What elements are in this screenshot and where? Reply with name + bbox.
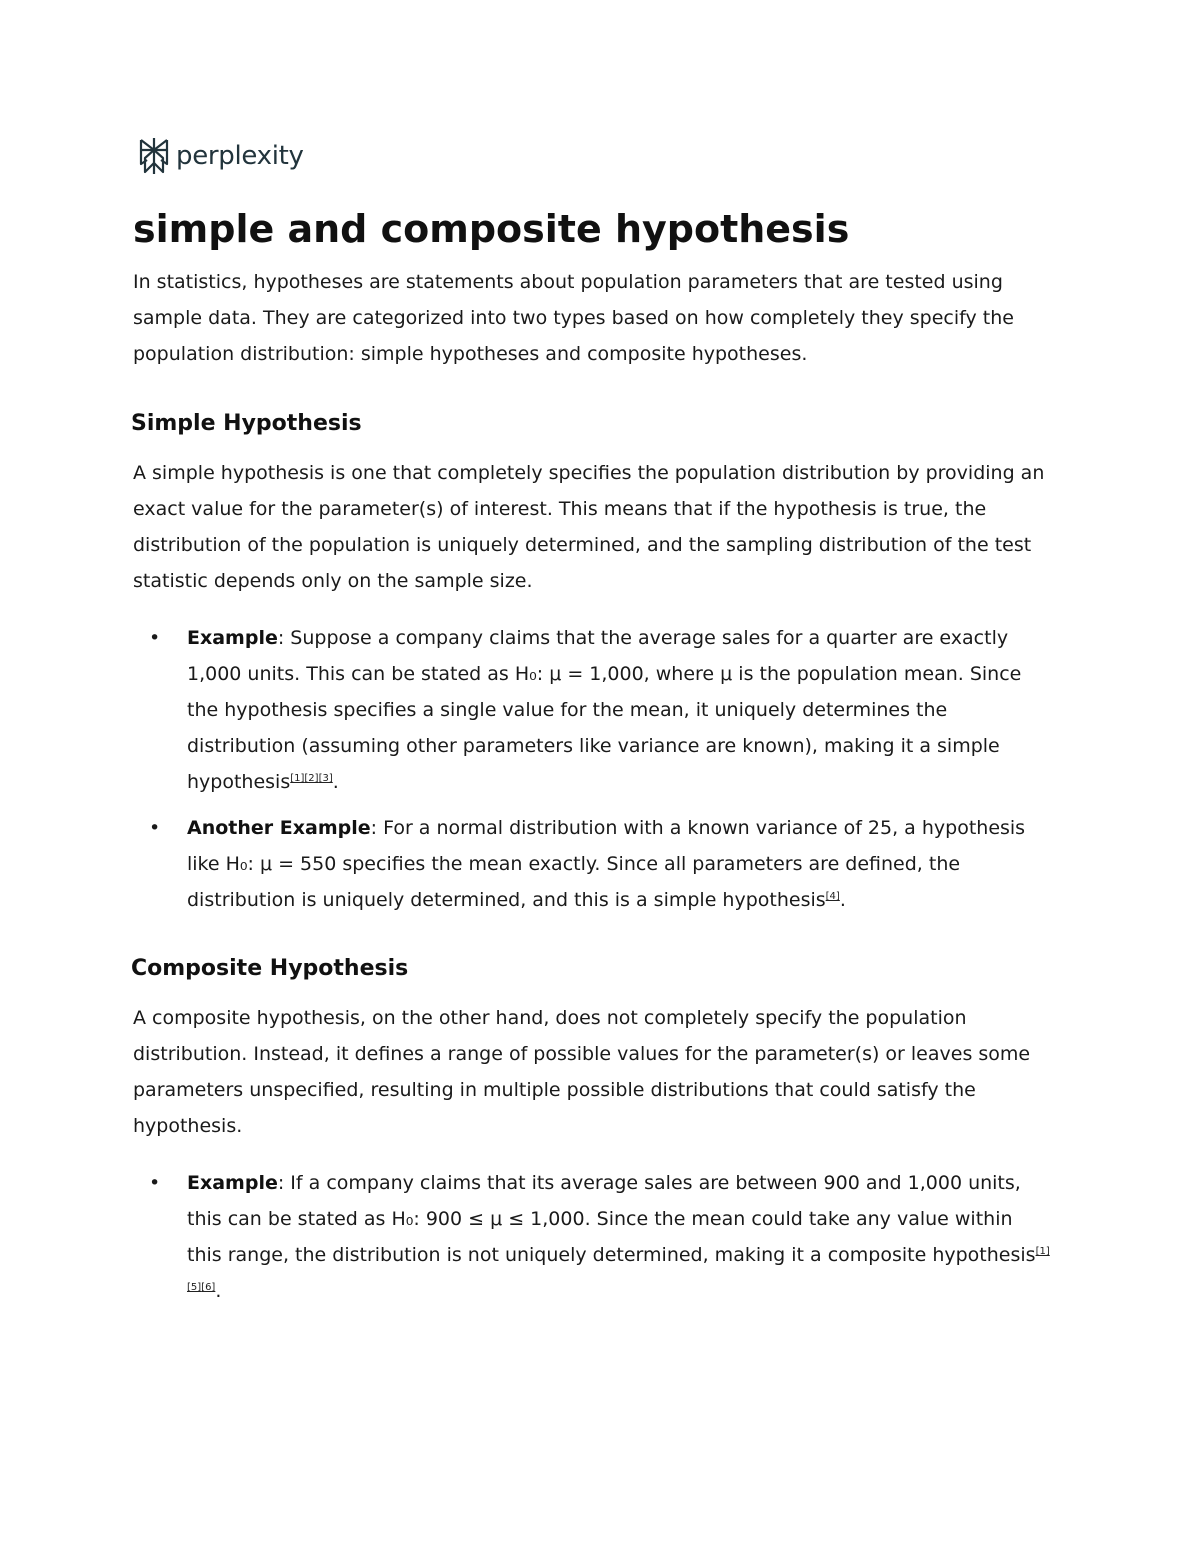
bullet-text: : For a normal distribution with a known variance of 25, a hypothesis like H₀: μ = 550 specifies the mean exactly. Since all parameters are defined, the distribution is uniquely determined, and this is a simple hypothesis: [187, 817, 1026, 911]
bullet-end: .: [839, 889, 846, 911]
section-heading-composite: Composite Hypothesis: [131, 956, 409, 981]
bullet-text: : Suppose a company claims that the average sales for a quarter are exactly 1,000 units. This can be stated as H₀: μ = 1,000, where μ is the population mean. Since the hypothesis specifies a single value for the mean, it uniquely determines the distribution (assuming other parameters like variance are known), making it a simple hypothesis: [187, 627, 1022, 793]
citation-link[interactable]: [2]: [304, 773, 319, 784]
page-title: simple and composite hypothesis: [133, 207, 850, 251]
list-item: [133, 810, 1053, 918]
list-item: [133, 1165, 1053, 1309]
citation-link[interactable]: [3]: [318, 773, 333, 784]
list-item: [133, 620, 1053, 800]
citation-group: [290, 773, 333, 784]
perplexity-logo-icon: [137, 136, 171, 176]
citation-link[interactable]: [6]: [201, 1282, 216, 1293]
bullet-list-simple: [133, 620, 1053, 928]
citation-link[interactable]: [5]: [187, 1282, 202, 1293]
section-body-simple: A simple hypothesis is one that completely specifies the population distribution by providing an exact value for the parameter(s) of interest. This means that if the hypothesis is true, the distribution of the population is uniquely determined, and the sampling distribution of the test statistic depends only on the sample size.: [133, 462, 1045, 592]
citation-link[interactable]: [1]: [290, 773, 305, 784]
section-heading-simple: Simple Hypothesis: [131, 411, 362, 436]
bullet-text: : If a company claims that its average sales are between 900 and 1,000 units, this can be stated as H₀: 900 ≤ μ ≤ 1,000. Since the mean could take any value within this range, the distribution is not uniquely determined, making it a composite hypothesis: [187, 1172, 1036, 1266]
bullet-dot: •: [149, 1172, 161, 1194]
brand-logo: [137, 135, 304, 177]
citation-link[interactable]: [4]: [825, 891, 840, 902]
bullet-label: Another Example: [187, 817, 371, 839]
citation-link[interactable]: [1]: [1035, 1246, 1050, 1257]
citation-group: [826, 891, 840, 902]
bullet-label: Example: [187, 1172, 278, 1194]
intro-paragraph: In statistics, hypotheses are statements about population parameters that are tested using sample data. They are categorized into two types based on how completely they specify the population distribution: simple hypotheses and composite hypotheses.: [133, 271, 1014, 365]
section-body-composite: A composite hypothesis, on the other hand, does not completely specify the population distribution. Instead, it defines a range of possible values for the parameter(s) or leaves some parameters unspecified, resulting in multiple possible distributions that could satisfy the hypothesis.: [133, 1007, 1031, 1137]
bullet-end: .: [332, 771, 339, 793]
bullet-dot: •: [149, 627, 161, 649]
brand-name: perplexity: [176, 141, 304, 171]
bullet-label: Example: [187, 627, 278, 649]
bullet-end: .: [215, 1280, 222, 1302]
bullet-list-composite: [133, 1165, 1053, 1319]
bullet-dot: •: [149, 817, 161, 839]
